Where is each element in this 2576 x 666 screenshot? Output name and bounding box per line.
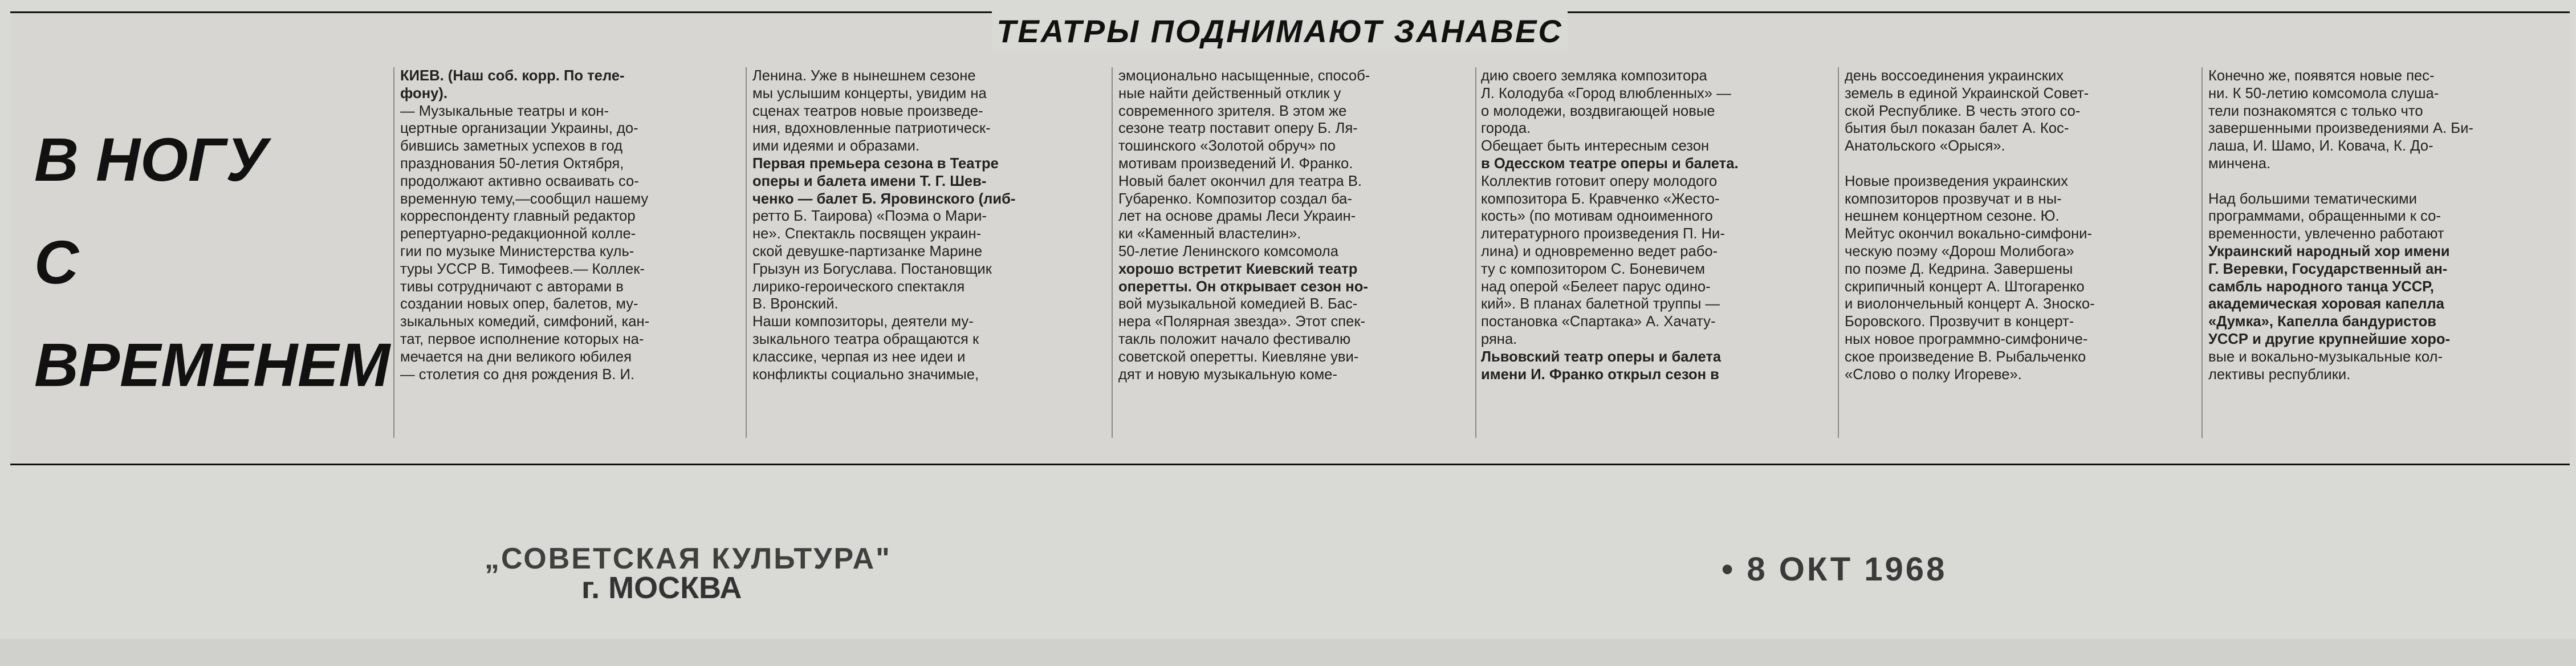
article-line: классике, черпая из нее идеи и bbox=[752, 348, 966, 365]
scan-bottom-edge bbox=[0, 639, 2576, 666]
article-line: Анатольского «Орыся». bbox=[1845, 138, 2005, 155]
article-line: оперетты. Он открывает сезон но- bbox=[1118, 278, 1368, 295]
article-line: временности, увлеченно работают bbox=[2208, 226, 2444, 242]
article-line: Новые произведения украинских bbox=[1845, 173, 2068, 189]
article-line: программами, обращенными к со- bbox=[2208, 208, 2441, 225]
article-line: города. bbox=[1481, 120, 1531, 137]
article-line: скрипичный концерт А. Штогаренко bbox=[1845, 278, 2085, 295]
article-line: ченко — балет Б. Яровинского (либ- bbox=[752, 190, 1016, 207]
column-rule bbox=[1838, 67, 1839, 438]
article-line: постановка «Спартака» А. Хачату- bbox=[1481, 314, 1716, 330]
article-line: тели познакомятся с только что bbox=[2208, 103, 2423, 119]
article-line: минчена. bbox=[2208, 155, 2271, 172]
article-line: и виолончельный концерт А. Зноско- bbox=[1845, 296, 2095, 312]
article-line: сезоне театр поставит оперу Б. Ля- bbox=[1118, 120, 1358, 137]
article-line: — столетия со дня рождения В. И. bbox=[400, 366, 635, 383]
article-line: лет на основе драмы Леси Украин- bbox=[1118, 208, 1356, 225]
article-line: мотивам произведений И. Франко. bbox=[1118, 155, 1353, 172]
article-line: композитора Б. Кравченко «Жесто- bbox=[1481, 190, 1720, 207]
article-line: Ленина. Уже в нынешнем сезоне bbox=[752, 68, 976, 84]
article-line: ское произведение В. Рыбальченко bbox=[1845, 348, 2086, 365]
stamp-newspaper-name: „СОВЕТСКАЯ КУЛЬТУРА" bbox=[485, 542, 892, 575]
article-line: вые и вокально-музыкальные кол- bbox=[2208, 348, 2443, 365]
article-line: ту с композитором С. Боневичем bbox=[1481, 261, 1705, 277]
article-line: земель в единой Украинской Совет- bbox=[1845, 85, 2089, 101]
article-column bbox=[752, 67, 1102, 383]
headline bbox=[34, 108, 390, 416]
article-line: гии по музыке Министерства куль- bbox=[400, 243, 634, 259]
article-column bbox=[1845, 67, 2194, 383]
article-line: Над большими тематическими bbox=[2208, 190, 2417, 207]
article-line: В. Вронский. bbox=[752, 296, 839, 312]
column-rule bbox=[746, 67, 747, 438]
column-rule bbox=[1112, 67, 1113, 438]
article-line: сценах театров новые произведе- bbox=[752, 103, 983, 119]
article-line: Конечно же, появятся новые пес- bbox=[2208, 68, 2435, 84]
article-line: литературного произведения П. Ни- bbox=[1481, 226, 1725, 242]
article-line: в Одесском театре оперы и балета. bbox=[1481, 155, 1739, 172]
article-line: тат, первое исполнение которых на- bbox=[400, 331, 644, 347]
article-line: ни. К 50-летию комсомола слуша- bbox=[2208, 85, 2439, 101]
article-line: временную тему,—сообщил нашему bbox=[400, 190, 649, 207]
article-line: Обещает быть интересным сезон bbox=[1481, 138, 1710, 155]
article-line: ретто Б. Таирова) «Поэма о Мари- bbox=[752, 208, 987, 225]
article-line: советской оперетты. Киевляне уви- bbox=[1118, 348, 1359, 365]
article-column bbox=[1481, 67, 1831, 383]
article-line: «Думка», Капелла бандуристов bbox=[2208, 314, 2436, 330]
article-line: по поэме Д. Кедрина. Завершены bbox=[1845, 261, 2073, 277]
article-line bbox=[2208, 173, 2558, 190]
article-line: зыкальных комедий, симфоний, кан- bbox=[400, 314, 650, 330]
article-line: конфликты социально значимые, bbox=[752, 366, 979, 383]
article-line: дию своего земляка композитора bbox=[1481, 68, 1707, 84]
article-column bbox=[400, 67, 742, 383]
column-rule bbox=[1475, 67, 1476, 438]
article-line: Грызун из Богуслава. Постановщик bbox=[752, 261, 992, 277]
article-line: не». Спектакль посвящен украин- bbox=[752, 226, 982, 242]
article-line: лаша, И. Шамо, И. Ковача, К. До- bbox=[2208, 138, 2433, 155]
article-line: над оперой «Белеет парус одино- bbox=[1481, 278, 1711, 295]
article-line: ской Республике. В честь этого со- bbox=[1845, 103, 2081, 119]
article-line: Боровского. Прозвучит в концерт- bbox=[1845, 314, 2074, 330]
article-column bbox=[1118, 67, 1467, 383]
article-column bbox=[2208, 67, 2558, 383]
article-line: празднования 50-летия Октября, bbox=[400, 155, 624, 172]
article-line: Г. Веревки, Государственный ан- bbox=[2208, 261, 2448, 277]
article-line: — Музыкальные театры и кон- bbox=[400, 103, 609, 119]
article-line: 50-летие Ленинского комсомола bbox=[1118, 243, 1338, 259]
article-line: мы услышим концерты, увидим на bbox=[752, 85, 987, 101]
article-line: эмоционально насыщенные, способ- bbox=[1118, 68, 1370, 84]
headline-line-1: В НОГУ bbox=[34, 125, 268, 194]
article-line: такль положит начало фестивалю bbox=[1118, 331, 1351, 347]
headline-line-3: ВРЕМЕНЕМ bbox=[34, 330, 390, 399]
article-line: оперы и балета имени Т. Г. Шев- bbox=[752, 173, 987, 189]
article-line: тивы сотрудничают с авторами в bbox=[400, 278, 624, 295]
article-line: нешнем концертном сезоне. Ю. bbox=[1845, 208, 2060, 225]
article-line: ской девушке-партизанке Марине bbox=[752, 243, 983, 259]
article-line: Первая премьера сезона в Театре bbox=[752, 155, 999, 172]
column-rule bbox=[393, 67, 394, 438]
article-line: лективы республики. bbox=[2208, 366, 2351, 383]
article-line: завершенными произведениями А. Би- bbox=[2208, 120, 2473, 137]
rule-left bbox=[10, 11, 985, 13]
article-line: день воссоединения украинских bbox=[1845, 68, 2064, 84]
article-line: Наши композиторы, деятели му- bbox=[752, 314, 974, 330]
article-line: «Слово о полку Игореве». bbox=[1845, 366, 2022, 383]
article-line: нера «Полярная звезда». Этот спек- bbox=[1118, 314, 1366, 330]
article-line: ных новое программно-симфониче- bbox=[1845, 331, 2088, 347]
article-line: Мейтус окончил вокально-симфони- bbox=[1845, 226, 2092, 242]
article-line: продолжают активно осваивать со- bbox=[400, 173, 639, 189]
article-line: корреспонденту главный редактор bbox=[400, 208, 636, 225]
article-line: кий». В планах балетной труппы — bbox=[1481, 296, 1720, 312]
article-line: академическая хоровая капелла bbox=[2208, 296, 2444, 312]
article-line: Украинский народный хор имени bbox=[2208, 243, 2450, 259]
article-line: УССР и другие крупнейшие хоро- bbox=[2208, 331, 2451, 347]
column-rule bbox=[2201, 67, 2203, 438]
article-line: цертные организации Украины, до- bbox=[400, 120, 638, 137]
article-line: имени И. Франко открыл сезон в bbox=[1481, 366, 1719, 383]
article-line bbox=[1845, 155, 2194, 173]
article-line: зыкального театра обращаются к bbox=[752, 331, 979, 347]
article-line: о молодежи, воздвигающей новые bbox=[1481, 103, 1715, 119]
article-line: тошинского «Золотой обруч» по bbox=[1118, 138, 1336, 155]
article-line: Львовский театр оперы и балета bbox=[1481, 348, 1722, 365]
article-line: ные найти действенный отклик у bbox=[1118, 85, 1341, 101]
article-line: ки «Каменный властелин». bbox=[1118, 226, 1301, 242]
article-line: создании новых опер, балетов, му- bbox=[400, 296, 638, 312]
article-line: ния, вдохновленные патриотическ- bbox=[752, 120, 991, 137]
article-line: Губаренко. Композитор создал ба- bbox=[1118, 190, 1352, 207]
rule-right bbox=[1573, 11, 2570, 13]
article-line: фону). bbox=[400, 85, 448, 101]
article-line: Л. Колодуба «Город влюбленных» — bbox=[1481, 85, 1731, 101]
article-line: репертуарно-редакционной колле- bbox=[400, 226, 636, 242]
article-line: бившись заметных успехов в год bbox=[400, 138, 623, 155]
headline-line-2: С bbox=[34, 228, 79, 297]
article-line: самбль народного танца УССР, bbox=[2208, 278, 2434, 295]
article-line: ряна. bbox=[1481, 331, 1517, 347]
article-line: бытия был показан балет А. Кос- bbox=[1845, 120, 2069, 137]
article-line: лина) и одновременно ведет рабо- bbox=[1481, 243, 1718, 259]
article-line: туры УССР В. Тимофеев.— Коллек- bbox=[400, 261, 645, 277]
article-line: Новый балет окончил для театра В. bbox=[1118, 173, 1362, 189]
article-line: вой музыкальной комедией В. Бас- bbox=[1118, 296, 1358, 312]
stamp-city: г. МОСКВА bbox=[581, 571, 742, 605]
article-line: композиторов прозвучат и в ны- bbox=[1845, 190, 2062, 207]
article-line: хорошо встретит Киевский театр bbox=[1118, 261, 1358, 277]
rubric: ТЕАТРЫ ПОДНИМАЮТ ЗАНАВЕС bbox=[992, 11, 1568, 51]
article-line: кость» (по мотивам одноименного bbox=[1481, 208, 1713, 225]
article-line: КИЕВ. (Наш соб. корр. По теле- bbox=[400, 68, 625, 84]
article-line: дят и новую музыкальную коме- bbox=[1118, 366, 1337, 383]
article-line: мечается на дни великого юбилея bbox=[400, 348, 632, 365]
article-line: ческую поэму «Дорош Молибога» bbox=[1845, 243, 2074, 259]
article-line: лирико-героического спектакля bbox=[752, 278, 965, 295]
article-line: ими идеями и образами. bbox=[752, 138, 920, 155]
article-line: Коллектив готовит оперу молодого bbox=[1481, 173, 1718, 189]
stamp-date: • 8 ОКТ 1968 bbox=[1722, 551, 1947, 588]
article-line: современного зрителя. В этом же bbox=[1118, 103, 1347, 119]
